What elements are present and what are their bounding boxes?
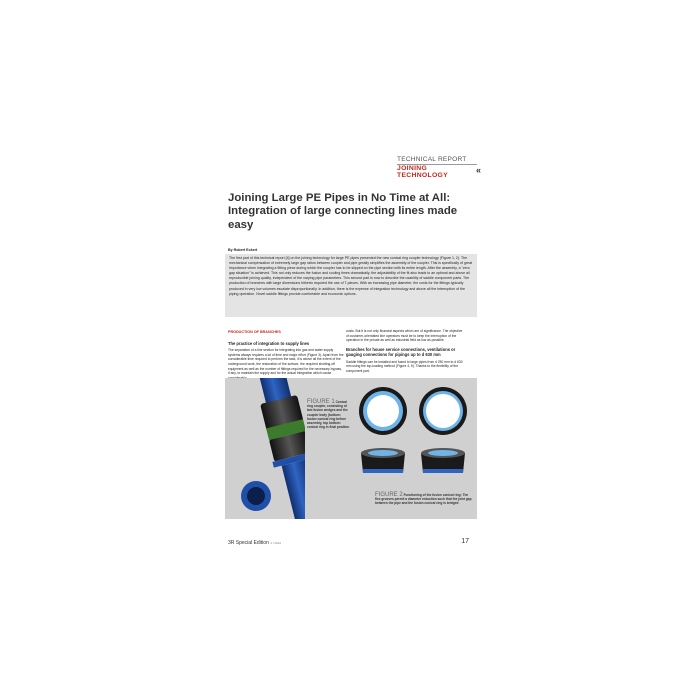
figure1-label: FIGURE 1 bbox=[307, 399, 335, 405]
figure2-caption-text: Functioning of the fusion conical ring: The flex grooves permit a diameter reduction such that the joint gap between the pipe and the fusion conical ring is bridged bbox=[375, 493, 472, 506]
abstract-text: The first part of this technical report [4] on the joining technology for large PE pipes presented the new conical ring coupler technology (Figure 1, 2). The mechanical compensation of extremely large gap ratios between coupler and pipe greatly simplifies the assembly of the coupler. This is specifically of great importance when integrating a fitting piece during which the coupler has to be slipped on the pipe section with its entire length. After the assembly, a "zero gap situation" is achieved. This not only reduces the fusion and cooling times dramatically, the adjustability of the fit also leads to an optimal and above all reproducible joining quality, independent of the varying pipe parameters. This second part is now to describe the usability of saddle component parts. The production of branches with large dimensions hitherto required the use of T-pieces. With an increasing pipe diameter, the costs for the fittings typically produced in very low volumes escalate disproportionally. In addition, there is the expense of integration technology and above all the interruption of the piping operation. Novel saddle fittings provide comfortable and economic options. bbox=[229, 256, 473, 296]
document-page bbox=[225, 150, 481, 550]
ring-diagram bbox=[355, 381, 475, 499]
issue-number: 1 / 2012 bbox=[270, 541, 282, 545]
subheading: The practice of integration to supply lines bbox=[228, 340, 310, 346]
section-header bbox=[397, 156, 481, 179]
article-title: Joining Large PE Pipes in No Time at All: Integration of large connecting lines made easy bbox=[228, 192, 458, 231]
ring-bottom-right bbox=[421, 448, 465, 473]
column-left bbox=[228, 330, 344, 381]
coupler-image bbox=[225, 378, 305, 519]
ring-top-left bbox=[359, 387, 407, 435]
figure2-caption bbox=[375, 493, 473, 506]
figure2-label: FIGURE 2 bbox=[375, 492, 403, 498]
author-byline: By Robert Eckert bbox=[228, 248, 258, 252]
figure1-caption-text: Conical ring coupler, consisting of two fusion wedges and the coupler body (bottom: fusion conical ring before assembly, top bottom: conical ring in final position bbox=[307, 400, 350, 430]
chevron-left-icon: « bbox=[475, 165, 481, 175]
figure1-caption bbox=[307, 400, 351, 429]
section-heading: PRODUCTION OF BRANCHES bbox=[228, 330, 281, 334]
body-text: The separation of a line section for integrating into gas and water supply systems always requires a lot of time and major effort (Figure 3). Apart from the considerable time required to perform the task, it is above all the extent of the underground work, the restoration of the surface, the required shutting-off equipment as well as the number of fittings required for the necessary bypass, if any, to maintain the supply and for the actual integration which cause bbox=[228, 347, 344, 376]
subheading: Branches for house service connections, ventilations or gauging connections for pipings up to d 630 mm bbox=[346, 347, 456, 358]
body-text: Saddle fittings can be installed and fused to large pipes from d 250 mm to d 630 mm using the top-loading method (Figure 4, 5). Thanks to the flexibility of the component part, bbox=[346, 359, 463, 373]
body-text: costs. But it is not only financial aspects which are of significance. The objective of customer-orientated line operators must be to keep the interruption of the operation in the private as well as industrial field as low as possible. bbox=[346, 329, 463, 343]
page-number: 17 bbox=[461, 538, 469, 545]
ring-top-right bbox=[419, 387, 467, 435]
publication-name: 3R Special Edition bbox=[228, 540, 269, 546]
column-right bbox=[346, 329, 464, 374]
pipe-bottom bbox=[282, 459, 305, 519]
header-technical-report: TECHNICAL REPORT bbox=[397, 156, 477, 165]
header-joining-technology: JOINING TECHNOLOGY bbox=[397, 165, 448, 179]
footer-publication bbox=[228, 540, 281, 546]
abstract-box bbox=[225, 254, 477, 317]
ring-bottom-left bbox=[361, 448, 405, 473]
